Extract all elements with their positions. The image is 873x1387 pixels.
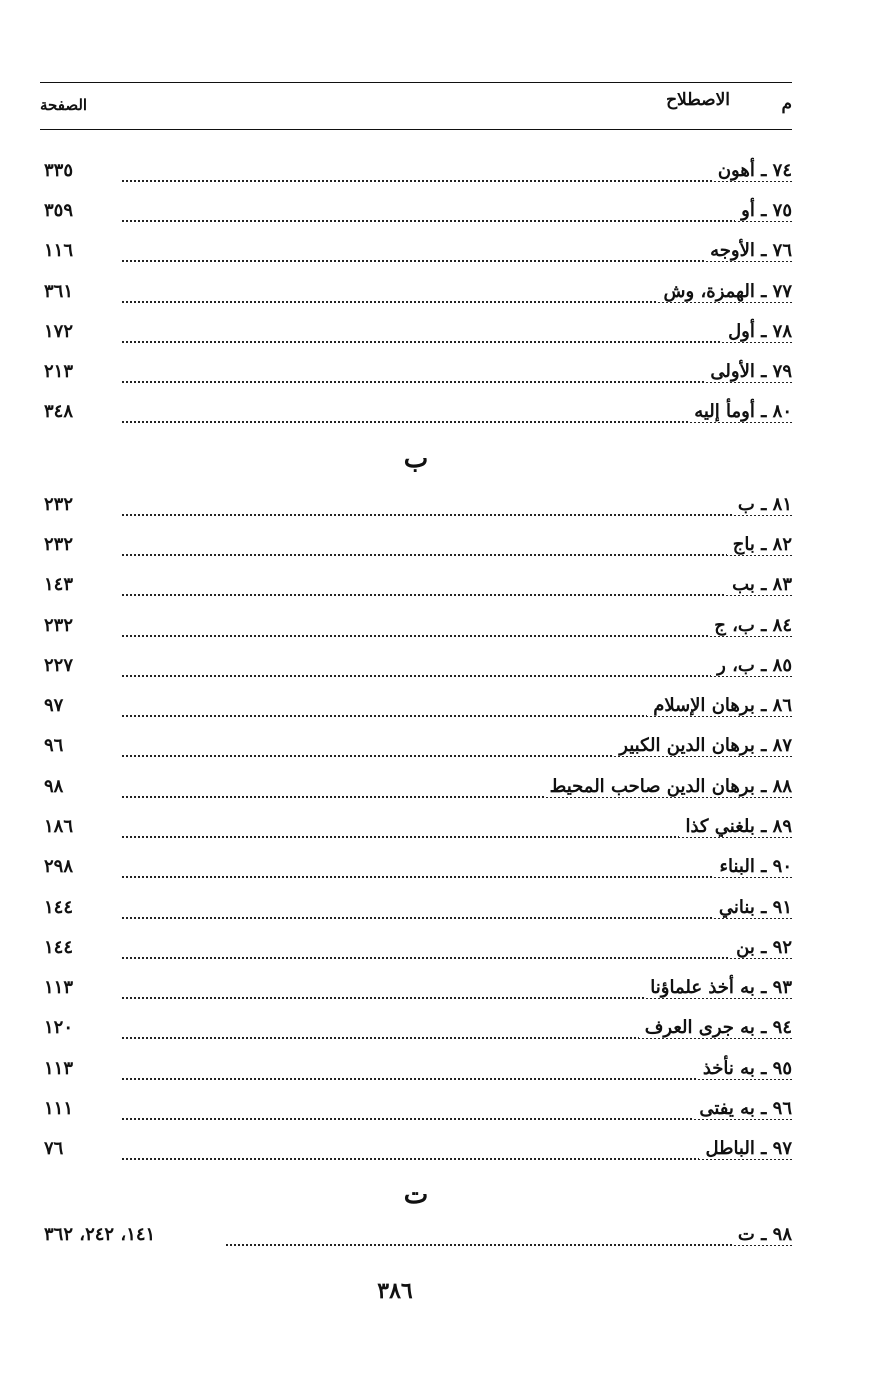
index-entry: [40, 1096, 792, 1128]
leader-dots: [122, 1078, 792, 1080]
entry-term: بناني: [718, 897, 755, 918]
index-entry: [40, 895, 792, 927]
table-header: [40, 88, 792, 122]
entry-page: ١٢٠: [44, 1017, 74, 1038]
entry-number: ٨٨: [772, 776, 792, 797]
section-heading-t: ت: [403, 1180, 429, 1210]
entry-term: برهان الدين الكبير: [619, 735, 755, 756]
entry-page: ١٤٤: [44, 937, 74, 958]
entry-number: ٩٧: [772, 1138, 792, 1159]
leader-dots: [122, 381, 792, 383]
entry-number: ٩٠: [772, 856, 792, 877]
header-top-rule: [40, 82, 792, 83]
entry-label: ٨٣ ـ بب: [726, 574, 792, 595]
entry-label: ٩٤ ـ به جرى العرف: [639, 1017, 792, 1038]
entry-label: ٨٤ ـ ب، ج: [708, 615, 792, 636]
entry-label: ٧٥ ـ أو: [735, 200, 792, 221]
index-entry: [40, 399, 792, 431]
entry-term: به نأخذ: [702, 1058, 755, 1079]
index-entry: [40, 653, 792, 685]
header-number-label: م: [781, 94, 792, 114]
entry-page: ٣٤٨: [44, 401, 74, 422]
index-entry: [40, 774, 792, 806]
entry-page: ٣٦١: [44, 281, 74, 302]
entry-term: به يفتى: [699, 1098, 755, 1119]
entry-term: أهون: [717, 160, 755, 181]
entry-label: ٨٧ ـ برهان الدين الكبير: [613, 735, 792, 756]
entry-number: ٧٥: [772, 200, 792, 221]
entry-page: ٩٧: [44, 695, 64, 716]
entry-number: ٧٨: [772, 321, 792, 342]
entry-term: ب، ج: [714, 615, 755, 636]
entry-label: ٩٢ ـ بن: [730, 937, 792, 958]
index-entry: [40, 733, 792, 765]
entry-label: ٨١ ـ ب: [732, 494, 792, 515]
leader-dots: [122, 957, 792, 959]
entry-term: برهان الإسلام: [653, 695, 755, 716]
entry-number: ٨٦: [772, 695, 792, 716]
entry-term: الأولى: [710, 361, 755, 382]
entry-page: ١١١: [44, 1098, 74, 1119]
entry-label: ٨٠ ـ أومأ إليه: [688, 401, 792, 422]
index-entry: [40, 198, 792, 230]
entry-term: به أخذ علماؤنا: [650, 977, 755, 998]
header-page-label: الصفحة: [40, 96, 88, 114]
index-entry: [40, 572, 792, 604]
entry-number: ٨٧: [772, 735, 792, 756]
entry-term: الباطل: [705, 1138, 755, 1159]
index-entry: [40, 814, 792, 846]
index-entry: [40, 238, 792, 270]
entry-page: ٩٦: [44, 735, 64, 756]
leader-dots: [122, 594, 792, 596]
index-entry: [40, 319, 792, 351]
index-entry: [40, 1015, 792, 1047]
entry-number: ٧٧: [772, 281, 792, 302]
entry-label: ٧٩ ـ الأولى: [704, 361, 792, 382]
entry-page: ١٤١، ٢٤٢، ٣٦٢: [44, 1224, 156, 1245]
index-entry: [40, 359, 792, 391]
index-entry: [40, 1056, 792, 1088]
header-term-label: الاصطلاح: [666, 90, 730, 110]
index-entry: [40, 279, 792, 311]
entry-label: ٩٦ ـ به يفتى: [693, 1098, 792, 1119]
entry-number: ٧٦: [772, 240, 792, 261]
entry-page: ٢١٣: [44, 361, 74, 382]
entry-label: ٨٢ ـ باج: [727, 534, 792, 555]
entry-term: أو: [741, 200, 755, 221]
index-entry: [40, 975, 792, 1007]
entry-label: ٨٥ ـ ب، ر: [711, 655, 792, 676]
entry-number: ٩٥: [772, 1058, 792, 1079]
leader-dots: [122, 220, 792, 222]
entry-page: ١١٦: [44, 240, 74, 261]
section-heading-b: ب: [403, 444, 429, 474]
entry-page: ٣٥٩: [44, 200, 74, 221]
entry-term: برهان الدين صاحب المحيط: [549, 776, 755, 797]
entry-page: ٢٣٢: [44, 615, 74, 636]
index-entry: [40, 532, 792, 564]
entry-term: الهمزة، وش: [663, 281, 755, 302]
entry-label: ٧٦ ـ الأوجه: [704, 240, 792, 261]
entry-page: ٢٣٢: [44, 494, 74, 515]
entry-term: الأوجه: [710, 240, 755, 261]
entry-label: ٩٧ ـ الباطل: [699, 1138, 792, 1159]
entry-number: ٨٢: [772, 534, 792, 555]
entry-page: ٧٦: [44, 1138, 64, 1159]
entry-page: ١٨٦: [44, 816, 74, 837]
entry-number: ٩١: [772, 897, 792, 918]
entry-term: ت: [737, 1224, 755, 1245]
leader-dots: [122, 917, 792, 919]
index-entry: [40, 1222, 792, 1254]
entry-page: ١٤٣: [44, 574, 74, 595]
entry-term: بن: [736, 937, 755, 958]
entry-page: ١٤٤: [44, 897, 74, 918]
leader-dots: [122, 554, 792, 556]
leader-dots: [122, 1158, 792, 1160]
entry-term: ب: [737, 494, 755, 515]
leader-dots: [122, 675, 792, 677]
entry-page: ١١٣: [44, 977, 74, 998]
leader-dots: [122, 514, 792, 516]
entry-term: باج: [732, 534, 755, 555]
entry-label: ٩٣ ـ به أخذ علماؤنا: [644, 977, 792, 998]
entry-number: ٧٤: [772, 160, 792, 181]
entry-label: ٩٥ ـ به نأخذ: [697, 1058, 792, 1079]
leader-dots: [122, 635, 792, 637]
entry-number: ٩٦: [772, 1098, 792, 1119]
entry-term: بلغني كذا: [685, 816, 755, 837]
index-entry: [40, 693, 792, 725]
entry-page: ١١٣: [44, 1058, 74, 1079]
leader-dots: [122, 260, 792, 262]
entry-term: ب، ر: [717, 655, 755, 676]
entry-number: ٨٩: [772, 816, 792, 837]
index-entry: [40, 854, 792, 886]
entry-term: البناء: [719, 856, 755, 877]
entry-label: ٧٤ ـ أهون: [712, 160, 792, 181]
entry-label: ٩١ ـ بناني: [713, 897, 792, 918]
entry-page: ٢٣٢: [44, 534, 74, 555]
leader-dots: [122, 1118, 792, 1120]
entry-label: ٨٦ ـ برهان الإسلام: [647, 695, 792, 716]
entry-number: ٨١: [772, 494, 792, 515]
entry-page: ٣٣٥: [44, 160, 74, 181]
entry-page: ٢٢٧: [44, 655, 74, 676]
entry-label: ٧٧ ـ الهمزة، وش: [658, 281, 792, 302]
leader-dots: [122, 180, 792, 182]
entry-number: ٩٨: [772, 1224, 792, 1245]
entry-page: ١٧٢: [44, 321, 74, 342]
index-page: [40, 0, 792, 1387]
entry-number: ٩٣: [772, 977, 792, 998]
entry-label: ٩٨ ـ ت: [732, 1224, 792, 1245]
leader-dots: [122, 876, 792, 878]
leader-dots: [226, 1244, 792, 1246]
index-entry: [40, 613, 792, 645]
entry-page: ٢٩٨: [44, 856, 74, 877]
entry-page: ٩٨: [44, 776, 64, 797]
index-entry: [40, 492, 792, 524]
entry-number: ٩٤: [772, 1017, 792, 1038]
entry-term: به جرى العرف: [644, 1017, 755, 1038]
entry-number: ٧٩: [772, 361, 792, 382]
entry-label: ٨٩ ـ بلغني كذا: [679, 816, 792, 837]
entry-term: بب: [732, 574, 755, 595]
entry-number: ٨٥: [772, 655, 792, 676]
index-entry: [40, 935, 792, 967]
entry-term: أومأ إليه: [694, 401, 755, 422]
entry-number: ٩٢: [772, 937, 792, 958]
entry-label: ٩٠ ـ البناء: [714, 856, 792, 877]
entry-term: أول: [728, 321, 755, 342]
index-entry: [40, 158, 792, 190]
entry-number: ٨٤: [772, 615, 792, 636]
entry-number: ٨٠: [772, 401, 792, 422]
index-entry: [40, 1136, 792, 1168]
entry-number: ٨٣: [772, 574, 792, 595]
entry-label: ٨٨ ـ برهان الدين صاحب المحيط: [544, 776, 792, 797]
entry-label: ٧٨ ـ أول: [722, 321, 792, 342]
leader-dots: [122, 341, 792, 343]
header-bottom-rule: [40, 129, 792, 130]
page-number: ٣٨٦: [377, 1278, 413, 1304]
